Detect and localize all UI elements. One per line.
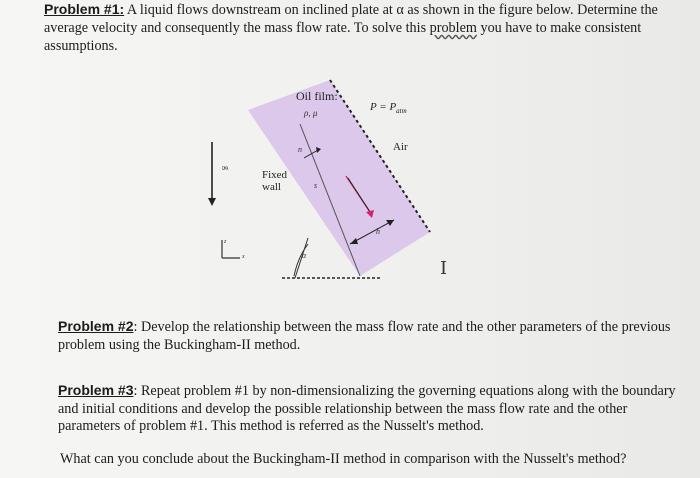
problem-1 (44, 0, 674, 55)
inclined-plate-figure (190, 62, 450, 287)
pressure-label: $P = P_{atm}$ (370, 101, 407, 115)
spellcheck-word[interactable]: problem (429, 20, 477, 36)
oil-properties-label: ρ, μ (304, 108, 318, 118)
alpha-label: α (302, 251, 307, 260)
oil-film-label: Oil film: (296, 89, 338, 103)
problem-1-heading: Problem #1: (44, 1, 125, 17)
problem-2-heading: Problem #2 (58, 318, 134, 334)
problem-3-heading: Problem #3 (58, 382, 134, 398)
problem-2 (58, 318, 678, 354)
problem-2-text: : Develop the relationship between the mass flow rate and the other parameters of the previous problem using the Buckingham-II method. (58, 319, 671, 353)
problem-1-text-a: A liquid flows downstream on inclined plate at α as shown in the figure below. Determine the average velocity and consequently the mass flow rate. To solve this (44, 2, 658, 36)
problem-3 (58, 382, 678, 436)
gravity-arrowhead (208, 198, 216, 206)
text-cursor-icon: I (440, 258, 448, 279)
problem-1-text-b: you have to make consistent assumptions. (44, 20, 642, 54)
z-axis-label: z (224, 239, 227, 245)
x-axis-label: x (242, 254, 245, 260)
problem-3-text: : Repeat problem #1 by non-dimensionalizing the governing equations along with the boundary and initial conditions and develop the possible relationship between the mass flow rate and the other parameters of problem #1. This method is referred as the Nusselt's method. (58, 383, 676, 434)
h-label: h (376, 227, 380, 236)
fixed-wall-label-line-1: Fixed (262, 169, 288, 181)
n-label: n (298, 145, 302, 154)
s-label: s (314, 181, 318, 190)
gravity-label: g (222, 166, 231, 170)
air-label: Air (393, 141, 408, 153)
conclusion-question: What can you conclude about the Buckingham-II method in comparison with the Nusselt's method? (60, 451, 627, 467)
fixed-wall-label-line-2: wall (262, 181, 281, 193)
